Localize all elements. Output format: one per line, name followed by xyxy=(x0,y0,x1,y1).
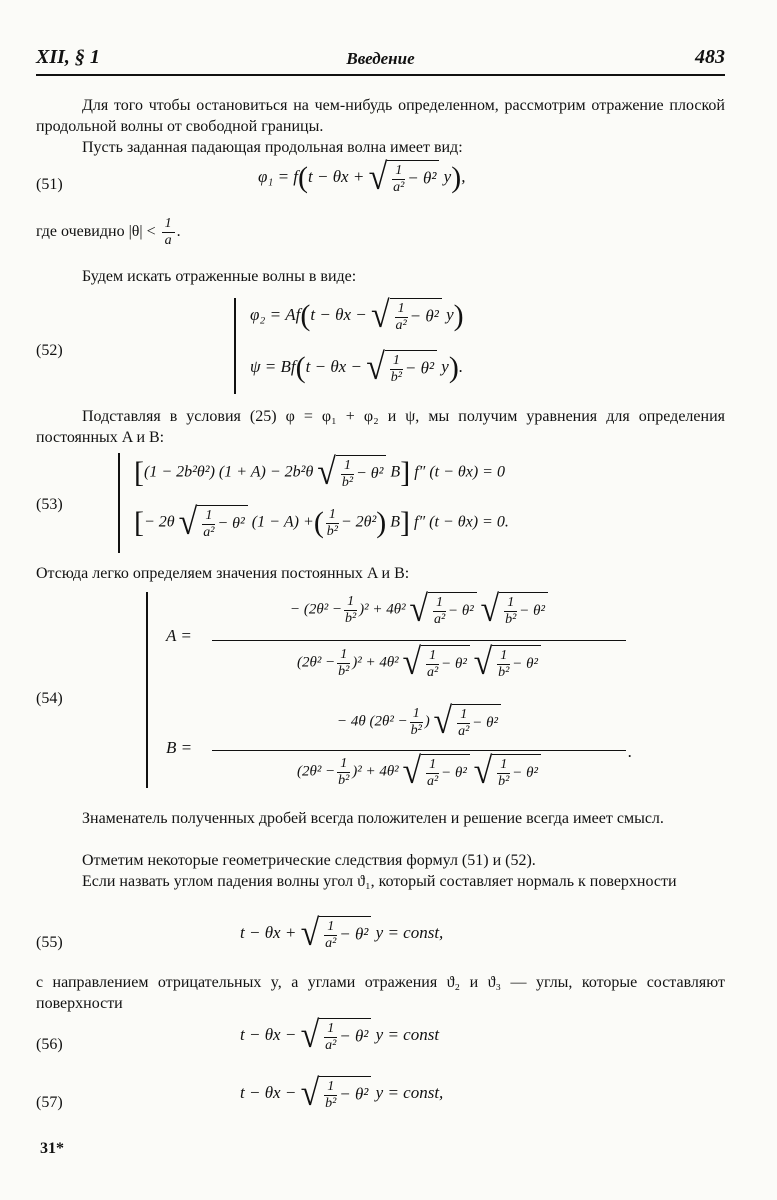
paragraph-denominator: Знаменатель полученных дробей всегда положителен и решение всегда имеет смысл. xyxy=(82,810,664,827)
equation-54-A-denominator: (2θ² − $\frac{1}{\text{b²}}$ )² + 4θ² √ $\frac{1}{\text{a²}}$ − θ² √ $\frac{1}{\text{b²}}$ − θ² xyxy=(214,645,624,681)
sqrt-radical: √ $\frac{1}{\text{a²}}$ − θ² xyxy=(369,160,440,196)
equation-number-53: (53) xyxy=(36,496,63,513)
equation-number-51: (51) xyxy=(36,176,63,193)
eq51-arg: t − θx + xyxy=(308,166,365,186)
fraction-bar-A xyxy=(212,640,626,641)
equation-53b: [− 2θ √ $\frac{1}{\text{a²}}$ − θ² (1 − A) +( $\frac{1}{\text{b²}}$ − 2θ²) B] f″ (t − θx) = 0. xyxy=(134,502,509,543)
equation-54-period: . xyxy=(628,742,633,761)
paragraph-geometric: Отметим некоторые геометрические следствия формул (51) и (52). xyxy=(82,852,536,869)
running-header xyxy=(36,44,725,76)
equation-54-A-numerator: − (2θ² − $\frac{1}{\text{b²}}$ )² + 4θ² √ $\frac{1}{\text{a²}}$ − θ² √ $\frac{1}{\text{b²}}$ − θ² xyxy=(214,592,624,628)
paragraph-reflected-waves: Будем искать отраженные волны в виде: xyxy=(82,268,357,285)
chapter-section-label: XII, § 1 xyxy=(36,46,100,68)
paragraph-solve-constants: Отсюда легко определяем значения постоянных A и B: xyxy=(36,565,410,582)
system-brace-52 xyxy=(234,298,236,394)
paragraph-intro: Для того чтобы остановиться на чем-нибудь определенном, рассмотрим отражение плоской продольной волны от свободной границы. xyxy=(36,97,725,135)
equation-number-54: (54) xyxy=(36,690,63,707)
signature-mark: 31* xyxy=(40,1140,64,1157)
system-brace-53 xyxy=(118,453,120,553)
equation-51: φ₁ = f(t − θx + √ $\frac{1}{\text{a²}}$ − θ² y), xyxy=(258,157,466,198)
equation-54-B-denominator: (2θ² − $\frac{1}{\text{b²}}$ )² + 4θ² √ $\frac{1}{\text{a²}}$ − θ² √ $\frac{1}{\text{b²}}$ − θ² xyxy=(214,754,624,790)
equation-54-A-lhs: A = xyxy=(166,626,192,645)
equation-57: t − θx − √ $\frac{1}{\text{b²}}$ − θ² y = const, xyxy=(240,1073,444,1114)
paragraph-incident-wave: Пусть заданная падающая продольная волна имеет вид: xyxy=(82,139,463,156)
equation-52b: ψ = Bf(t − θx − √ $\frac{1}{\text{b²}}$ − θ² y). xyxy=(250,347,464,388)
equation-55: t − θx + √ $\frac{1}{\text{a²}}$ − θ² y = const, xyxy=(240,913,444,954)
equation-number-52: (52) xyxy=(36,342,63,359)
section-title: Введение xyxy=(346,49,415,68)
equation-number-57: (57) xyxy=(36,1094,63,1111)
paragraph-theta-condition: где очевидно |θ| < $\frac{1}{a}$ . xyxy=(36,216,181,248)
paragraph-angle-incidence: Если назвать углом падения волны угол ϑ₁, который составляет нормаль к поверхности xyxy=(82,873,677,890)
paragraph-reflection-angles: с направлением отрицательных y, а углами отражения ϑ₂ и ϑ₃ — углы, которые составляют поверхности xyxy=(36,974,725,1012)
eq51-lhs: φ₁ = f xyxy=(258,166,299,186)
equation-56: t − θx − √ $\frac{1}{\text{a²}}$ − θ² y = const xyxy=(240,1015,440,1056)
paragraph-substitution: Подставляя в условия (25) φ = φ₁ + φ₂ и ψ, мы получим уравнения для определения постоянных A и B: xyxy=(36,408,725,446)
equation-number-56: (56) xyxy=(36,1036,63,1053)
page-number: 483 xyxy=(695,46,725,68)
equation-53a: [(1 − 2b²θ²) (1 + A) − 2b²θ √ $\frac{1}{\text{b²}}$ − θ² B] f″ (t − θx) = 0 xyxy=(134,452,505,493)
equation-54-B-numerator: − 4θ (2θ² − $\frac{1}{\text{b²}}$ ) √ $\frac{1}{\text{a²}}$ − θ² xyxy=(214,704,624,740)
system-brace-54 xyxy=(146,592,148,788)
equation-54-B-lhs: B = xyxy=(166,738,193,757)
equation-number-55: (55) xyxy=(36,934,63,951)
equation-52a: φ₂ = Af(t − θx − √ $\frac{1}{\text{a²}}$ − θ² y) xyxy=(250,295,464,336)
